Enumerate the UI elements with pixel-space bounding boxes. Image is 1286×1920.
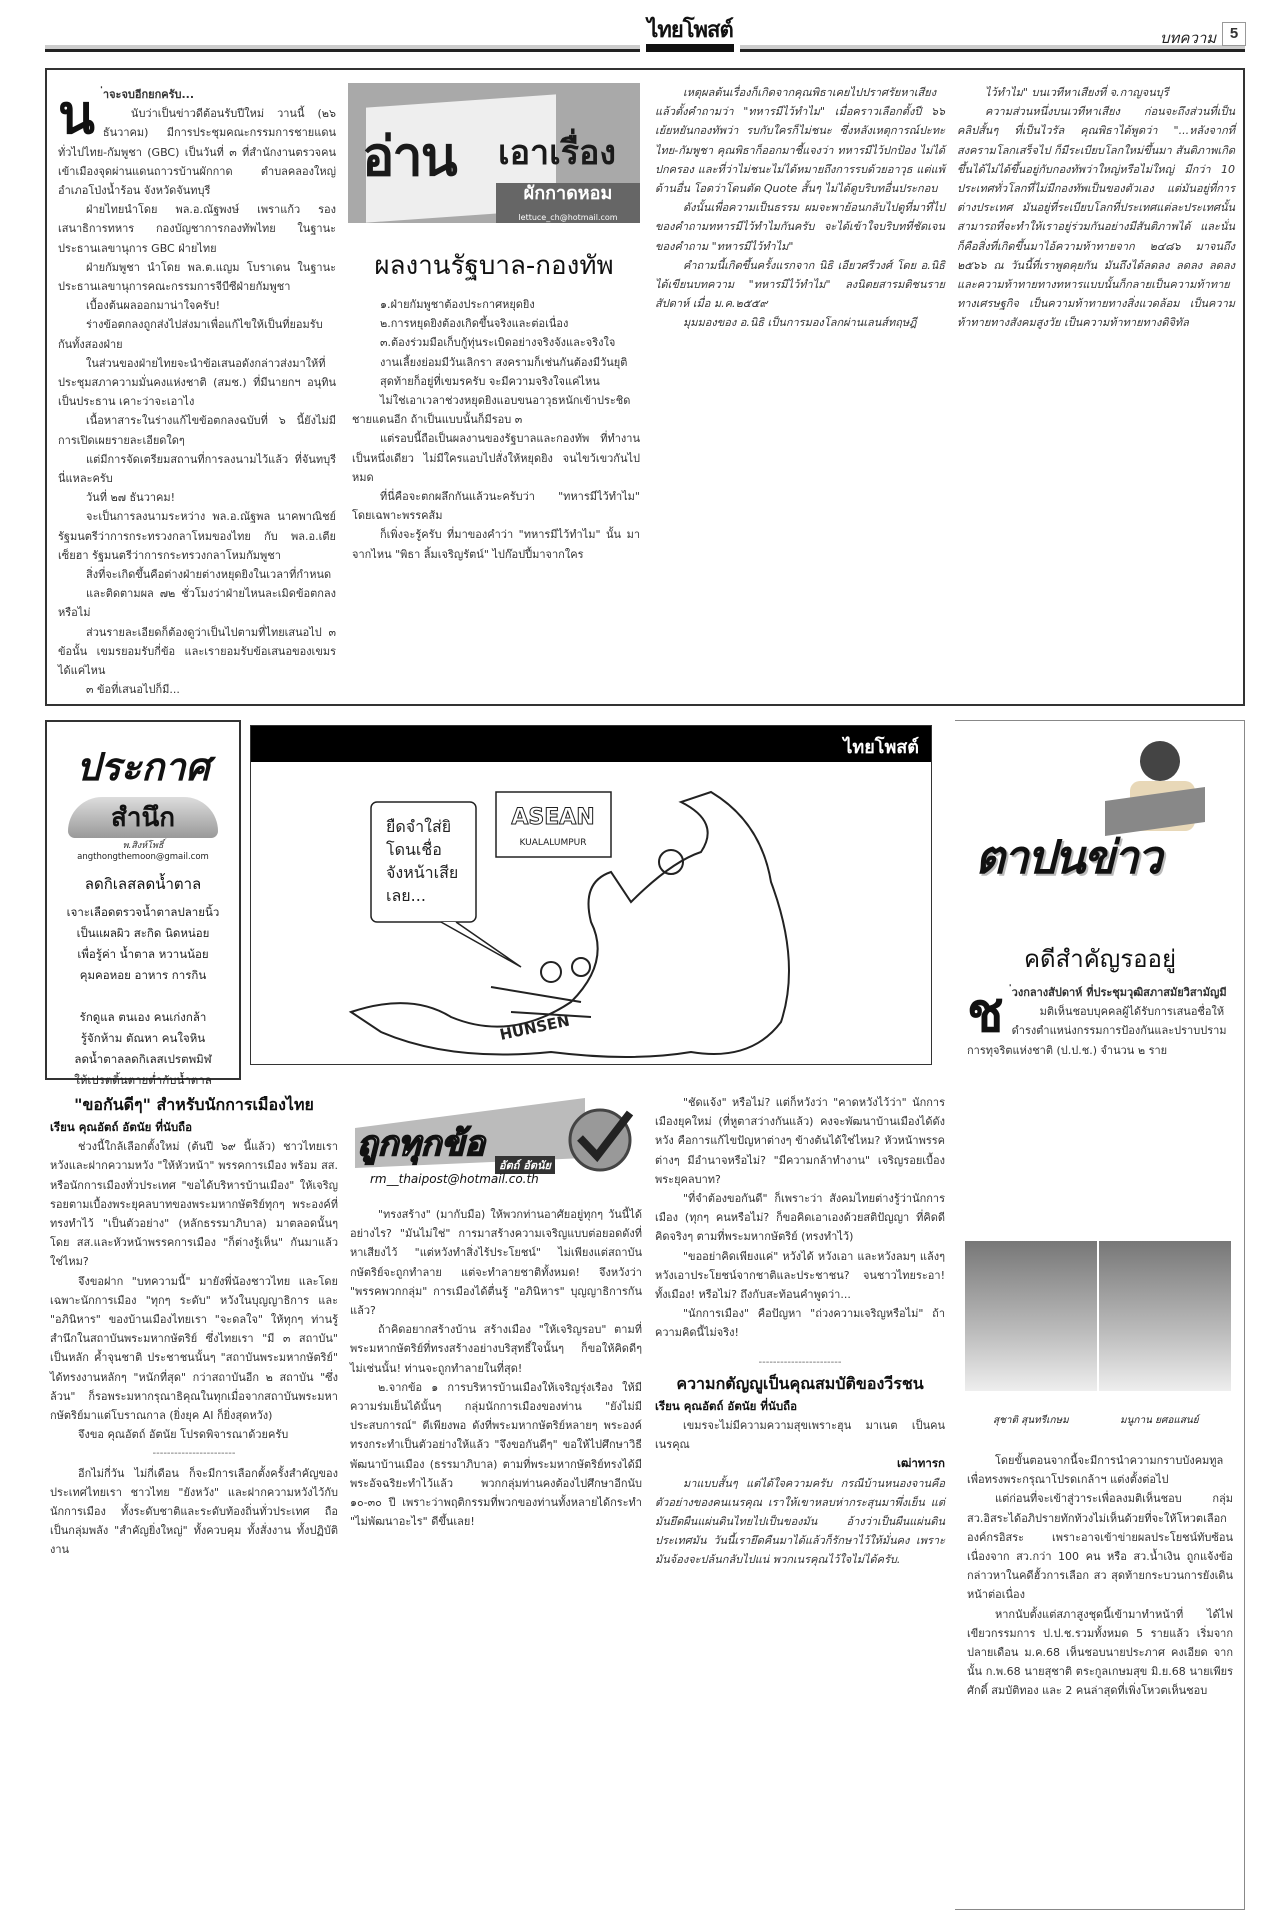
letter-title: ความกตัญญูเป็นคุณสมบัติของวีรชน xyxy=(676,1373,924,1393)
paragraph: คำถามนี้เกิดขึ้นครั้งแรกจาก นิธิ เอียวศรีวงศ์ โดย อ.นิธิ ได้เขียนบทความ "ทหารมีไว้ทำไม" ลงนิตยสารมติชนรายสัปดาห์ เมื่อ ม.ค.๒๕๕๙ xyxy=(655,258,945,311)
speech-line: เลย... xyxy=(386,886,426,905)
poem-line: รู้จักห้าม ตัณหา คนใจหิน xyxy=(80,1031,206,1045)
letter-salutation: เรียน คุณอัตถ์ อัตนัย ที่นับถือ xyxy=(50,1120,193,1134)
cartoon-drawing xyxy=(251,762,931,1064)
paragraph: ก็เพิ่งจะรู้ครับ ที่มาของคำว่า "ทหารมีไว้ทำไม" นั้น มาจากไหน "พิธา ลิ้มเจริญรัตน์" ไปก๊อปปี้มาจากใคร xyxy=(352,528,640,561)
paragraph: ถ้าคิดอยากสร้างบ้าน สร้างเมือง "ให้เจริญรอบ" ตามที่พระมหากษัตริย์ที่ทรงสร้างอย่างบริสุทธิ์ใจนั้นๆ ก็ขอให้คิดดีๆ ไม่เช่นนั้น! ท่านจะถูกทำลายในที่สุด! xyxy=(350,1323,642,1375)
paragraph: แต่รอบนี้ถือเป็นผลงานของรัฐบาลและกองทัพ ที่ทำงานเป็นหนึ่งเดียว ไม่มีใครแอบไปสั่งให้หยุดยิง จนไขว้เขวกันไปหมด xyxy=(352,432,640,484)
portrait-photo-2 xyxy=(1099,1241,1231,1391)
paragraph: หากนับตั้งแต่สภาสูงชุดนี้เข้ามาทำหน้าที่ ได้ไฟเขียวกรรมการ ป.ป.ช.รวมทั้งหมด 5 รายแล้ว เริ่มจากปลายเดือน ม.ค.68 เห็นชอบนายประภาศ คงเอียด จากนั้น ก.พ.68 นายสุชาติ ตระกูลเกษมสุข มิ.ย.68 นายเพียรศักดิ์ สมบัติทอง และ 2 คนล่าสุดที่เพิ่งโหวตเห็นชอบ xyxy=(967,1607,1233,1698)
poem-box xyxy=(45,720,241,1087)
photo-caption: สุชาติ สุนทรีเกษม xyxy=(993,1415,1069,1426)
paragraph: ๓ ข้อที่เสนอไปก็มี... xyxy=(86,683,180,697)
paragraph: และติดตามผล ๗๒ ชั่วโมงว่าฝ่ายไหนละเมิดข้อตกลงหรือไม่ xyxy=(58,587,336,620)
paragraph: วันที่ ๒๗ ธันวาคม! xyxy=(86,491,176,505)
paragraph: จะเป็นการลงนามระหว่าง พล.อ.ณัฐพล นาคพาณิชย์ รัฐมนตรีว่าการกระทรวงกลาโหมของไทย กับ พล.อ.เตีย เซ็ยฮา รัฐมนตรีว่าการกระทรวงกลาโหมกัมพูชา xyxy=(58,510,336,562)
editor-reply: มาแบบสั้นๆ แต่ได้ใจความครับ กรณีบ้านหนองจานคือตัวอย่างของคนเนรคุณ เราให้เขาหลบห่ากระสุนมาพึ่งเย็น แต่มันยึดผืนแผ่นดินไทยไปเป็นของมัน อ้างว่าเป็นผืนแผ่นดินประเทศมัน วันนี้เรายึดคืนมาได้แล้วก็รักษาไว้ให้มั่นคง เพราะมันจ้องจะปล้นกลับไปแน่ พวกเนรคุณไว้ใจไม่ได้ครับ. xyxy=(655,1476,945,1567)
portrait-photos xyxy=(965,1241,1231,1391)
section-name: บทความ xyxy=(1160,30,1217,47)
letter-column-2 xyxy=(350,1205,642,1531)
paragraph: ที่นี่คือจะตกผลึกกันแล้วนะครับว่า "ทหารมีไว้ทำไม" โดยเฉพาะพรรคส้ม xyxy=(352,490,640,523)
photo-caption: มนูกาน ยศอแสนย์ xyxy=(1120,1415,1199,1426)
poem-line: เจาะเลือดตรวจน้ำตาลปลายนิ้ว xyxy=(66,905,220,919)
paragraph: โดยขั้นตอนจากนี้จะมีการนำความกราบบังคมทูลเพื่อทรงพระกรุณาโปรดเกล้าฯ แต่งตั้งต่อไป xyxy=(967,1454,1224,1487)
paragraph: มติเห็นชอบบุคคลผู้ได้รับการเสนอชื่อให้ดำรงตำแหน่งกรรมการป้องกันและปราบปรามการทุจริตแห่งชาติ (ป.ป.ช.) จำนวน ๒ ราย xyxy=(967,1005,1227,1057)
letters-editor: อัตถ์ อัตนัย xyxy=(495,1156,555,1174)
lead-line: ่วงกลางสัปดาห์ ที่ประชุมวุฒิสภาสมัยวิสามัญมี xyxy=(1011,986,1227,999)
poem-line: คุมคอหอย อาหาร การกิน xyxy=(79,968,207,982)
letters-email: rm__thaipost@hotmail.co.th xyxy=(370,1172,539,1186)
letter-title: "ขอกันดีๆ" สำหรับนักการเมืองไทย xyxy=(74,1095,314,1114)
logo-text: ไทยโพสต์ xyxy=(647,18,733,43)
paragraph: จึงขอ คุณอัตถ์ อัตนัย โปรดพิจารณาด้วยครับ xyxy=(78,1428,289,1442)
column-logo-read xyxy=(348,83,640,223)
sign-subtitle: KUALALUMPUR xyxy=(519,838,587,848)
paragraph: ๑.ฝ่ายกัมพูชาต้องประกาศหยุดยิง xyxy=(380,298,535,311)
poem-line: ลดน้ำตาลลดกิเลสเปรตพมิฬ xyxy=(74,1052,212,1066)
portrait-photo-1 xyxy=(965,1241,1097,1391)
crocodile-label: HUNSEN xyxy=(498,1011,572,1044)
poem-line xyxy=(47,986,239,1007)
poem-line: เป็นแผลผิว สะกิด นิดหน่อย xyxy=(76,926,210,940)
paragraph: ในส่วนของฝ่ายไทยจะนำข้อเสนอดังกล่าวส่งมาให้ที่ประชุมสภาความมั่นคงแห่งชาติ (สมช.) ที่มีนายกฯ อนุทิน เป็นประธาน เคาะว่าจะเอาไง xyxy=(58,356,336,409)
paragraph: อีกไม่กี่วัน ไม่กี่เดือน ก็จะมีการเลือกตั้งครั้งสำคัญของประเทศไทยเรา ชาวไทย "ยังหวัง" และฝากความหวังไว้กับนักการเมือง ทั้งระดับชาติและระดับท้องถิ่นทั่วประเทศ ถือเป็นกลุ่มพลัง "สำคัญยิ่งใหญ่" ทั้งควบคุม ทั้งสั่งงาน ทั้งปฏิบัติงาน xyxy=(50,1466,338,1557)
page-number: 5 xyxy=(1222,22,1246,46)
dropcap: น xyxy=(58,82,95,146)
sign-title: ASEAN xyxy=(511,805,595,830)
paragraph: ไว้ทำไม" บนเวทีหาเสียงที่ จ.กาญจนบุรี xyxy=(985,86,1169,99)
masthead-logo xyxy=(640,18,740,54)
letter-column-3 xyxy=(655,1093,945,1570)
lead-line: ่าจะจบอีกยกครับ... xyxy=(102,88,195,101)
paragraph: ฝ่ายไทยนำโดย พล.อ.ณัฐพงษ์ เพราแก้ว รองเสนาธิการทหาร กองบัญชาการกองทัพไทย ในฐานะประธานเลขานุการ GBC ฝ่ายไทย xyxy=(58,203,336,255)
paragraph: ความส่วนหนึ่งบนเวทีหาเสียง ก่อนจะถึงส่วนที่เป็นคลิปสั้นๆ ที่เป็นไวรัล คุณพิธาได้พูดว่า "...หลังจากที่สงครามโลกเสร็จไป ก็มีระเบียบโลกใหม่ขึ้นมา สันติภาพเกิดขึ้นได้ไม่ได้ขึ้นอยู่กับกองทัพว่าใหญ่หรือไม่ใหญ่ มีกว่า 10 ประเทศทั่วโลกที่ไม่มีกองทัพเป็นของตัวเอง แต่มันอยู่ที่การต่างประเทศ มันอยู่ที่ระเบียบโลกที่ประเทศแต่ละประเทศนั้นสามารถที่จะทำให้เราอยู่ร่วมกันอย่างมีสันติภาพได้ และนั่นก็คือสิ่งที่เกิดขึ้นมาไอ้ความท้าทายจาก ๒๔๘๖ มาจนถึง ๒๕๖๖ ณ วันนี้ที่เราพูดคุยกัน มันถึงได้ลดลง ลดลง ลดลง และความท้าทายทางทหารแบบนั้นก็กลายเป็นความท้าทายทางเศรษฐกิจ เป็นความท้าทายทางสิ่งแวดล้อม เป็นความท้าทายทางสังคมสูงวัย เป็นความท้าทายทางดิจิทัล xyxy=(957,105,1235,330)
paragraph: "ขออย่าคิดเพียงแค่" หวังได้ หวังเอา และหวังลมๆ แล้งๆ หวังเอาประโยชน์จากชาติและประชาชน? จนชาวไทยระอา! ทั้งเมือง! หรือไม่? ถึงกับสะท้อนคำพูดว่า... xyxy=(655,1249,945,1302)
poem-author: พ.สิงห์โพธิ์ xyxy=(122,841,164,851)
dropcap: ช xyxy=(967,980,1004,1044)
tanpon-headline: คดีสำคัญรออยู่ xyxy=(1023,945,1177,973)
letter-salutation: เรียน คุณอัตถ์ อัตนัย ที่นับถือ xyxy=(655,1398,798,1413)
paragraph: ฝ่ายกัมพูชา นำโดย พล.ต.แญม โบราเดน ในฐานะประธานเลขานุการคณะกรรมการจีบีซีฝ่ายกัมพูชา xyxy=(58,260,336,294)
column-1 xyxy=(58,82,336,700)
separator: ----------------------- xyxy=(758,1356,842,1368)
paragraph: แต่มีการจัดเตรียมสถานที่การลงนามไว้แล้ว ที่จันทบุรีนี่แหละครับ xyxy=(58,452,336,486)
poem-heading: ลดกิเลสลดน้ำตาล xyxy=(84,875,202,893)
paragraph: สิ่งที่จะเกิดขึ้นคือต่างฝ่ายต่างหยุดยิงในเวลาที่กำหนด xyxy=(86,568,332,582)
paragraph: ร่างข้อตกลงถูกส่งไปส่งมาเพื่อแก้ไขให้เป็นที่ยอมรับกันทั้งสองฝ่าย xyxy=(58,318,323,351)
logo-small-text: เอาเรื่อง xyxy=(498,133,617,173)
speech-line: ยืดจำใส่ยิ xyxy=(386,817,452,836)
paragraph: งานเลี้ยงย่อมมีวันเลิกรา สงครามก็เช่นกันต้องมีวันยุติ xyxy=(380,355,628,369)
letters-logo-title: ถูกทุกข้อ xyxy=(357,1124,485,1164)
speech-line: โดนเชื่อ xyxy=(386,840,442,859)
paragraph: ๒.การหยุดยิงต้องเกิดขึ้นจริงและต่อเนื่อง xyxy=(380,317,569,331)
letter-signer: เฒ่าทารก xyxy=(897,1456,945,1471)
paragraph: นับว่าเป็นข่าวดีต้อนรับปีใหม่ วานนี้ (๒๖ ธันวาคม) มีการประชุมคณะกรรมการชายแดนทั่วไปไทย-กัมพูชา (GBC) เป็นวันที่ ๓ ที่สำนักงานตรวจคนเข้าเมืองจุดผ่านแดนถาวรบ้านผักกาด ตำบลคลองใหญ่ อำเภอโป่งน้ำร้อน จังหวัดจันทบุรี xyxy=(58,107,336,198)
author-email: lettuce_ch@hotmail.com xyxy=(518,213,618,222)
letter-body: เขมรจะไม่มีความความสุขเพราะฮุน มาเนต เป็นคนเนรคุณ xyxy=(655,1419,945,1452)
paragraph: จึงขอฝาก "บทความนี้" มายังพี่น้องชาวไทย และโดยเฉพาะนักการเมือง "ทุกๆ ระดับ" หวังในบุญญาธิการ และ "อภินิหาร" ของบ้านเมืองไทยเรา "จะดลใจ" ให้ทุกๆ ท่านรู้สำนึกในสถาบันพระมหากษัตริย์ ซึ่งไทยเรา "มี ๓ สถาบัน" เป็นหลัก ค้ำจุนชาติ ประชาชนนั้นๆ "สถาบันพระมหากษัตริย์" ได้ทรงงานหลักๆ "หนักที่สุด" กว่าสถาบันอีก ๒ สถาบัน "ซึ่งล้วน" ก็รอพระมหากรุณาธิคุณในทุกเมื่อจากสถาบันพระมหากษัตริย์มาแต่โบราณกาล (ยิ่งยุค AI ก็ยิ่งสุดหวัง) xyxy=(50,1274,338,1423)
speech-line: จังหน้าเสีย xyxy=(386,863,459,882)
paragraph: ดังนั้นเพื่อความเป็นธรรม ผมจะพาย้อนกลับไปดูที่มาที่ไปของคำถามทหารมีไว้ทำไมกันครับ จะได้เข้าใจบริบทที่ชัดเจนของคำถาม "ทหารมีไว้ทำไม" xyxy=(655,201,945,253)
paragraph: "ที่จำต้องขอกันดี" ก็เพราะว่า สังคมไทยต่างรู้ว่านักการเมือง (ทุกๆ คนหรือไม่? ก็ขอคิดเอาเองด้วยสติปัญญา ที่คิดดี คิดจริงๆ ตามที่พระมหากษัตริย์ (ทรงทำไว้) xyxy=(655,1192,945,1244)
paragraph: "ชัดแจ้ง" หรือไม่? แต่ก็หวังว่า "คาดหวังไว้ว่า" นักการเมืองยุคใหม่ (ที่หูตาสว่างกันแล้ว) คงจะพัฒนาบ้านเมืองได้ดังหวัง คือการแก้ไขปัญหาต่างๆ ข้างต้นได้ใช่ไหม? หัวหน้าพรรคต่างๆ มีอำนาจหรือไม่? "มีความกล้าทำงาน" เจริญรอยเบื้องพระยุคลบาท? xyxy=(655,1096,945,1186)
editorial-cartoon xyxy=(250,725,932,1065)
paragraph: สุดท้ายก็อยู่ที่เขมรครับ จะมีความจริงใจแค่ไหน xyxy=(380,374,600,388)
poem-line: เพื่อรู้ค่า น้ำตาล หวานน้อย xyxy=(77,947,209,961)
cartoon-banner xyxy=(251,726,931,762)
column-3 xyxy=(655,83,945,333)
paragraph: ช่วงนี้ใกล้เลือกตั้งใหม่ (ต้นปี ๖๙ นี้แล้ว) ชาวไทยเราหวังและฝากความหวัง "ให้หัวหน้า" พรรคการเมือง พร้อม สส. หรือนักการเมืองทั่วประเทศ "ขอได้บริหารบ้านเมือง" ให้เจริญรอยตามเบื้องพระยุคลบาทของพระมหากษัตริย์ทุกๆ พระองค์ที่ทรงทำไว้ "เป็นตัวอย่าง" (หลักธรรมาภิบาล) มาตลอดนั้นๆ โดย สส.และหัวหน้าพรรคการเมือง "ก็ต่างรู้เห็น" กันมาแล้วใช่ไหม? xyxy=(50,1140,338,1269)
logo-big-text: อ่าน xyxy=(362,125,456,188)
paragraph: ส่วนรายละเอียดก็ต้องดูว่าเป็นไปตามที่ไทยเสนอไป ๓ ข้อนั้น เขมรยอมรับกี่ข้อ และเรายอมรับข้อเสนอของเขมรได้แค่ไหน xyxy=(58,625,336,678)
poem-line: รักดูแล ตนเอง คนเก่งกล้า xyxy=(79,1010,207,1024)
paragraph: ไม่ใช่เอาเวลาช่วงหยุดยิงแอบขนอาวุธหนักเข้าประชิดชายแดนอีก ถ้าเป็นแบบนั้นก็มีรอบ ๓ xyxy=(352,394,631,427)
poem-logo-subtitle: สำนึก xyxy=(68,797,218,838)
paragraph: เหตุผลต้นเรื่องก็เกิดจากคุณพิธาเคยไปปราศรัยหาเสียงแล้วตั้งคำถามว่า "ทหารมีไว้ทำไม" เมื่อคราวเลือกตั้งปี ๖๖ เย้ยหยันกองทัพว่า รบกับใครก็ไม่ชนะ ซึ่งหลังเหตุการณ์ปะทะไทย-กัมพูชา คุณพิธาก็ออกมาชี้แจงว่า ทหารมีไว้ปกป้อง ไม่ได้ปกครอง และที่ว่าไม่ชนะไม่ได้หมายถึงการรบด้วยอาวุธ แต่แพ้ด้านอื่น โอดว่าโดนตัด Quote สั้นๆ ไม่ได้ดูบริบทอื่นประกอบ xyxy=(655,86,945,196)
column-4 xyxy=(957,83,1235,333)
paragraph: ๓.ต้องร่วมมือเก็บกู้ทุ่นระเบิดอย่างจริงจังและจริงใจ xyxy=(380,336,616,350)
tanpon-logo: ตาปนข่าว xyxy=(975,830,1161,884)
paragraph: เบื้องต้นผลออกมาน่าใจครับ! xyxy=(86,299,221,313)
poem-email: angthongthemoon@gmail.com xyxy=(77,852,209,862)
paragraph: ๒.จากข้อ ๑ การบริหารบ้านเมืองให้เจริญรุ่งเรือง ให้มีความร่มเย็นได้นั้นๆ กลุ่มนักการเมืองของท่าน "ยังไม่มีประสบการณ์" ดีเพียงพอ ดังที่พระมหากษัตริย์หลายๆ พระองค์ทรงกระทำเป็นตัวอย่างให้แล้ว "จึงขอกันดีๆ" ขอให้ไปศึกษาวิธีพัฒนาบ้านเมือง (ธรรมาภิบาล) ตามที่พระมหากษัตริย์ทรงได้มีพระอัจฉริยะทำไว้แล้ว พวกกลุ่มท่านคงต้องไปศึกษาอีกนับ ๑๐-๓๐ ปี เพราะว่าพฤติกรรมที่พวกของท่านทั้งหลายได้กระทำ "ไม่พัฒนาอะไร" ดีขึ้นเลย! xyxy=(350,1380,642,1529)
letter-column-1 xyxy=(50,1093,338,1560)
tanpon-column xyxy=(955,720,1245,1910)
paragraph: "นักการเมือง" คือปัญหา "ถ่วงความเจริญหรือไม่" ถ้าความคิดนี้ไม่จริง! xyxy=(655,1307,945,1340)
cartoon-brand: ไทยโพสต์ xyxy=(843,737,919,758)
poem-line: ให้เปรตดิ้นตายต่ำกับน้ำตาล xyxy=(74,1073,212,1087)
article-headline: ผลงานรัฐบาล-กองทัพ xyxy=(374,251,614,281)
paragraph: แต่ก่อนที่จะเข้าสู่วาระเพื่อลงมติเห็นชอบ กลุ่ม สว.อิสระได้อภิปรายทักท้วงไม่เห็นด้วยที่จะให้โหวตเลือกองค์กรอิสระ เพราะอาจเข้าข่ายผลประโยชน์ทับซ้อน เนื่องจาก สว.กว่า 100 คน หรือ สว.น้ำเงิน ถูกแจ้งข้อกล่าวหาในคดีฮั้วการเลือก สว สุดท้ายกระบวนการยังเดินหน้าต่อเนื่อง xyxy=(967,1492,1233,1602)
author-name: ผักกาดหอม xyxy=(523,183,613,204)
paragraph: เนื้อหาสาระในร่างแก้ไขข้อตกลงฉบับที่ ๖ นี้ยังไม่มีการเปิดเผยรายละเอียดใดๆ xyxy=(58,414,336,447)
separator: ----------------------- xyxy=(152,1448,236,1460)
poem-logo-title: ประกาศ xyxy=(76,744,210,789)
letters-logo xyxy=(345,1088,645,1188)
paragraph: "ทรงสร้าง" (มากับมือ) ให้พวกท่านอาศัยอยู่ทุกๆ วันนี้ได้อย่างไร? "มันไม่ใช่" การมาสร้างความเจริญแบบต่อยอดดังที่หาเสียงไว้ "แต่หวังทำสิ่งไร้ประโยชน์" ไม่เพียงแต่สถาบันกษัตริย์จะถูกทำลาย แต่จะทำลายชาติทั้งหมด! จึงหวังว่า "พรรคพวกกลุ่ม" การเมืองได้ตื่นรู้ "อภินิหาร" บุญญาธิการกันแล้ว? xyxy=(350,1208,642,1318)
paragraph: มุมมองของ อ.นิธิ เป็นการมองโลกผ่านเลนส์ทฤษฎี xyxy=(683,316,917,330)
column-2 xyxy=(352,295,640,564)
